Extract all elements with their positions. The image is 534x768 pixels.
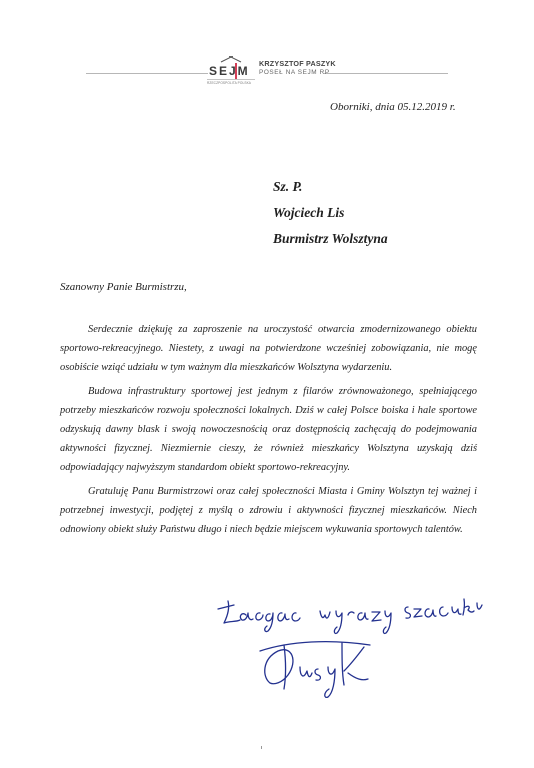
addressee-block [273, 174, 388, 252]
place-date: Oborniki, dnia 05.12.2019 r. [330, 101, 456, 113]
sejm-logo [207, 56, 255, 92]
addressee-title: Burmistrz Wolsztyna [273, 231, 388, 246]
letter-body [60, 320, 477, 544]
addressee-line: Sz. P. [273, 179, 303, 194]
mp-name: KRZYSZTOF PASZYK [259, 59, 336, 68]
logo-word: SEJM [209, 64, 250, 78]
logo-subtitle: RZECZPOSPOLITA POLSKA [207, 81, 252, 85]
addressee-name: Wojciech Lis [273, 205, 345, 220]
salutation: Szanowny Panie Burmistrzu, [60, 281, 187, 293]
handwritten-signature [200, 585, 490, 705]
header-rule-left [86, 73, 208, 74]
page-mark [261, 746, 262, 749]
mp-role: POSEŁ NA SEJM RP [259, 69, 330, 76]
header-rule-right [324, 73, 448, 74]
body-paragraph: Serdecznie dziękuję za zaproszenie na uroczystość otwarcia zmodernizowanego obiektu sportowo-rekreacyjnego. Niestety, z uwagi na potwierdzone wcześniej zobowiązania, nie mogę osobiście wziąć udziału w tym ważnym dla mieszkańców Wolsztyna wydarzeniu. [60, 324, 477, 373]
body-paragraph: Gratuluję Panu Burmistrzowi oraz całej społeczności Miasta i Gminy Wolsztyn tej ważnej i potrzebnej inwestycji, podjętej z myślą o zdrowiu i aktywności fizycznej mieszkańców. Niech odnowiony obiekt służy Państwu długo i niech będzie miejscem wykuwania sportowych talentów. [60, 486, 477, 535]
body-paragraph: Budowa infrastruktury sportowej jest jednym z filarów zrównoważonego, spełniającego potrzeby mieszkańców rozwoju społeczności lokalnych. Dziś w całej Polsce boiska i hale sportowe odzyskują dawny blask i swoją nowoczesnością oraz dostępnością zachęcają do podejmowania aktywności fizycznej. Niezmiernie cieszy, że również mieszkańcy Wolsztyna uzyskają dziś odpowiadający najwyższym standardom obiekt sportowo-rekreacyjny. [60, 386, 477, 473]
